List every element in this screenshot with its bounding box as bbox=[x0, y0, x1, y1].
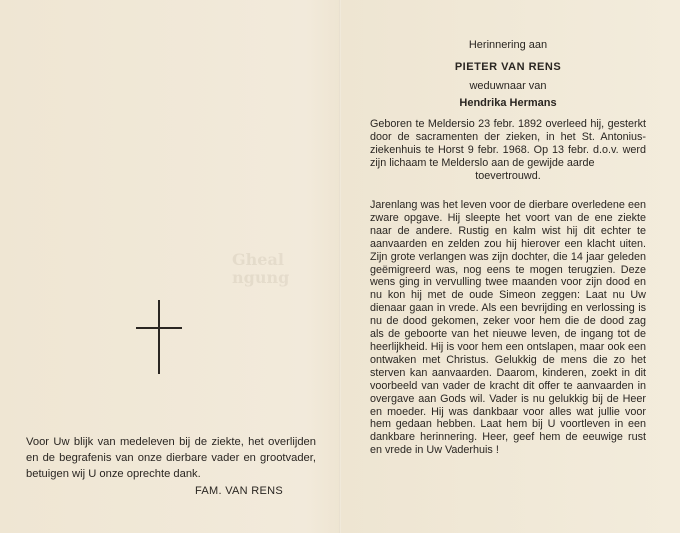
tribute-paragraph: Jarenlang was het leven voor de dierbare overledene een zware opgave. Hij sleepte het voort van de ene ziekte naar de andere. Rustig en kalm wist hij dit echter te aanvaarden en zelden zou hij hierover een klacht uiten. Zijn grote verlangen was zijn dochter, die 14 jaar geleden geëmigreerd was, nog eens te mogen terugzien. Deze wens ging in vervulling twee maanden voor zijn dood en nu kon hij met de oude Simeon zeggen: Laat nu Uw dienaar gaan in vrede. Als een bevrijding en verlossing is nu de dood gekomen, zeker voor hem die de dood zag als de geboorte van het nieuwe leven, de ingang tot de heerlijkheid. Hij is voor hem een ontslapen, maar ook een ontwaken met Christus. Gelukkig de mens die zo het sterven kan aanvaarden. Daarom, kinderen, zoekt in dit voorbeeld van vader de kracht dit offer te aanvaarden in overgave aan Gods wil. Vader is nu gelukkig bij de Heer en moeder. Hij was dankbaar voor alles wat jullie voor hem gedaan hebben. Laat hem bij U voortleven in een dankbare herinnering. Heer, geef hem de eeuwige rust en vrede in Uw Vaderhuis ! bbox=[370, 199, 646, 457]
header-text: Herinnering aan bbox=[468, 39, 548, 51]
biography-last-line: toevertrouwd. bbox=[475, 169, 541, 182]
show-through-text: ngung bbox=[232, 268, 290, 287]
thanks-text: Voor Uw blijk van medeleven bij de ziekte, het overlijden en de begrafenis van onze dierbare vader en grootvader, betuigen wij U onze oprechte dank. bbox=[26, 436, 316, 481]
cross-icon bbox=[136, 300, 182, 374]
spouse-name: Hendrika Hermans bbox=[459, 97, 557, 109]
biography-paragraph bbox=[370, 118, 646, 183]
deceased-name: PIETER VAN RENS bbox=[454, 61, 562, 73]
show-through-text: Gheal bbox=[232, 250, 284, 269]
relation-text: weduwnaar van bbox=[469, 80, 547, 92]
card-fold bbox=[339, 0, 341, 533]
biography-text: Geboren te Meldersio 23 febr. 1892 overleed hij, gesterkt door de sacramenten der zieken, in het St. Antonius-ziekenhuis te Horst 9 febr. 1968. Op 13 febr. d.o.v. werd zijn lichaam te Melderslo aan de gewijde aarde bbox=[370, 118, 646, 169]
family-signature: FAM. VAN RENS bbox=[195, 485, 284, 497]
